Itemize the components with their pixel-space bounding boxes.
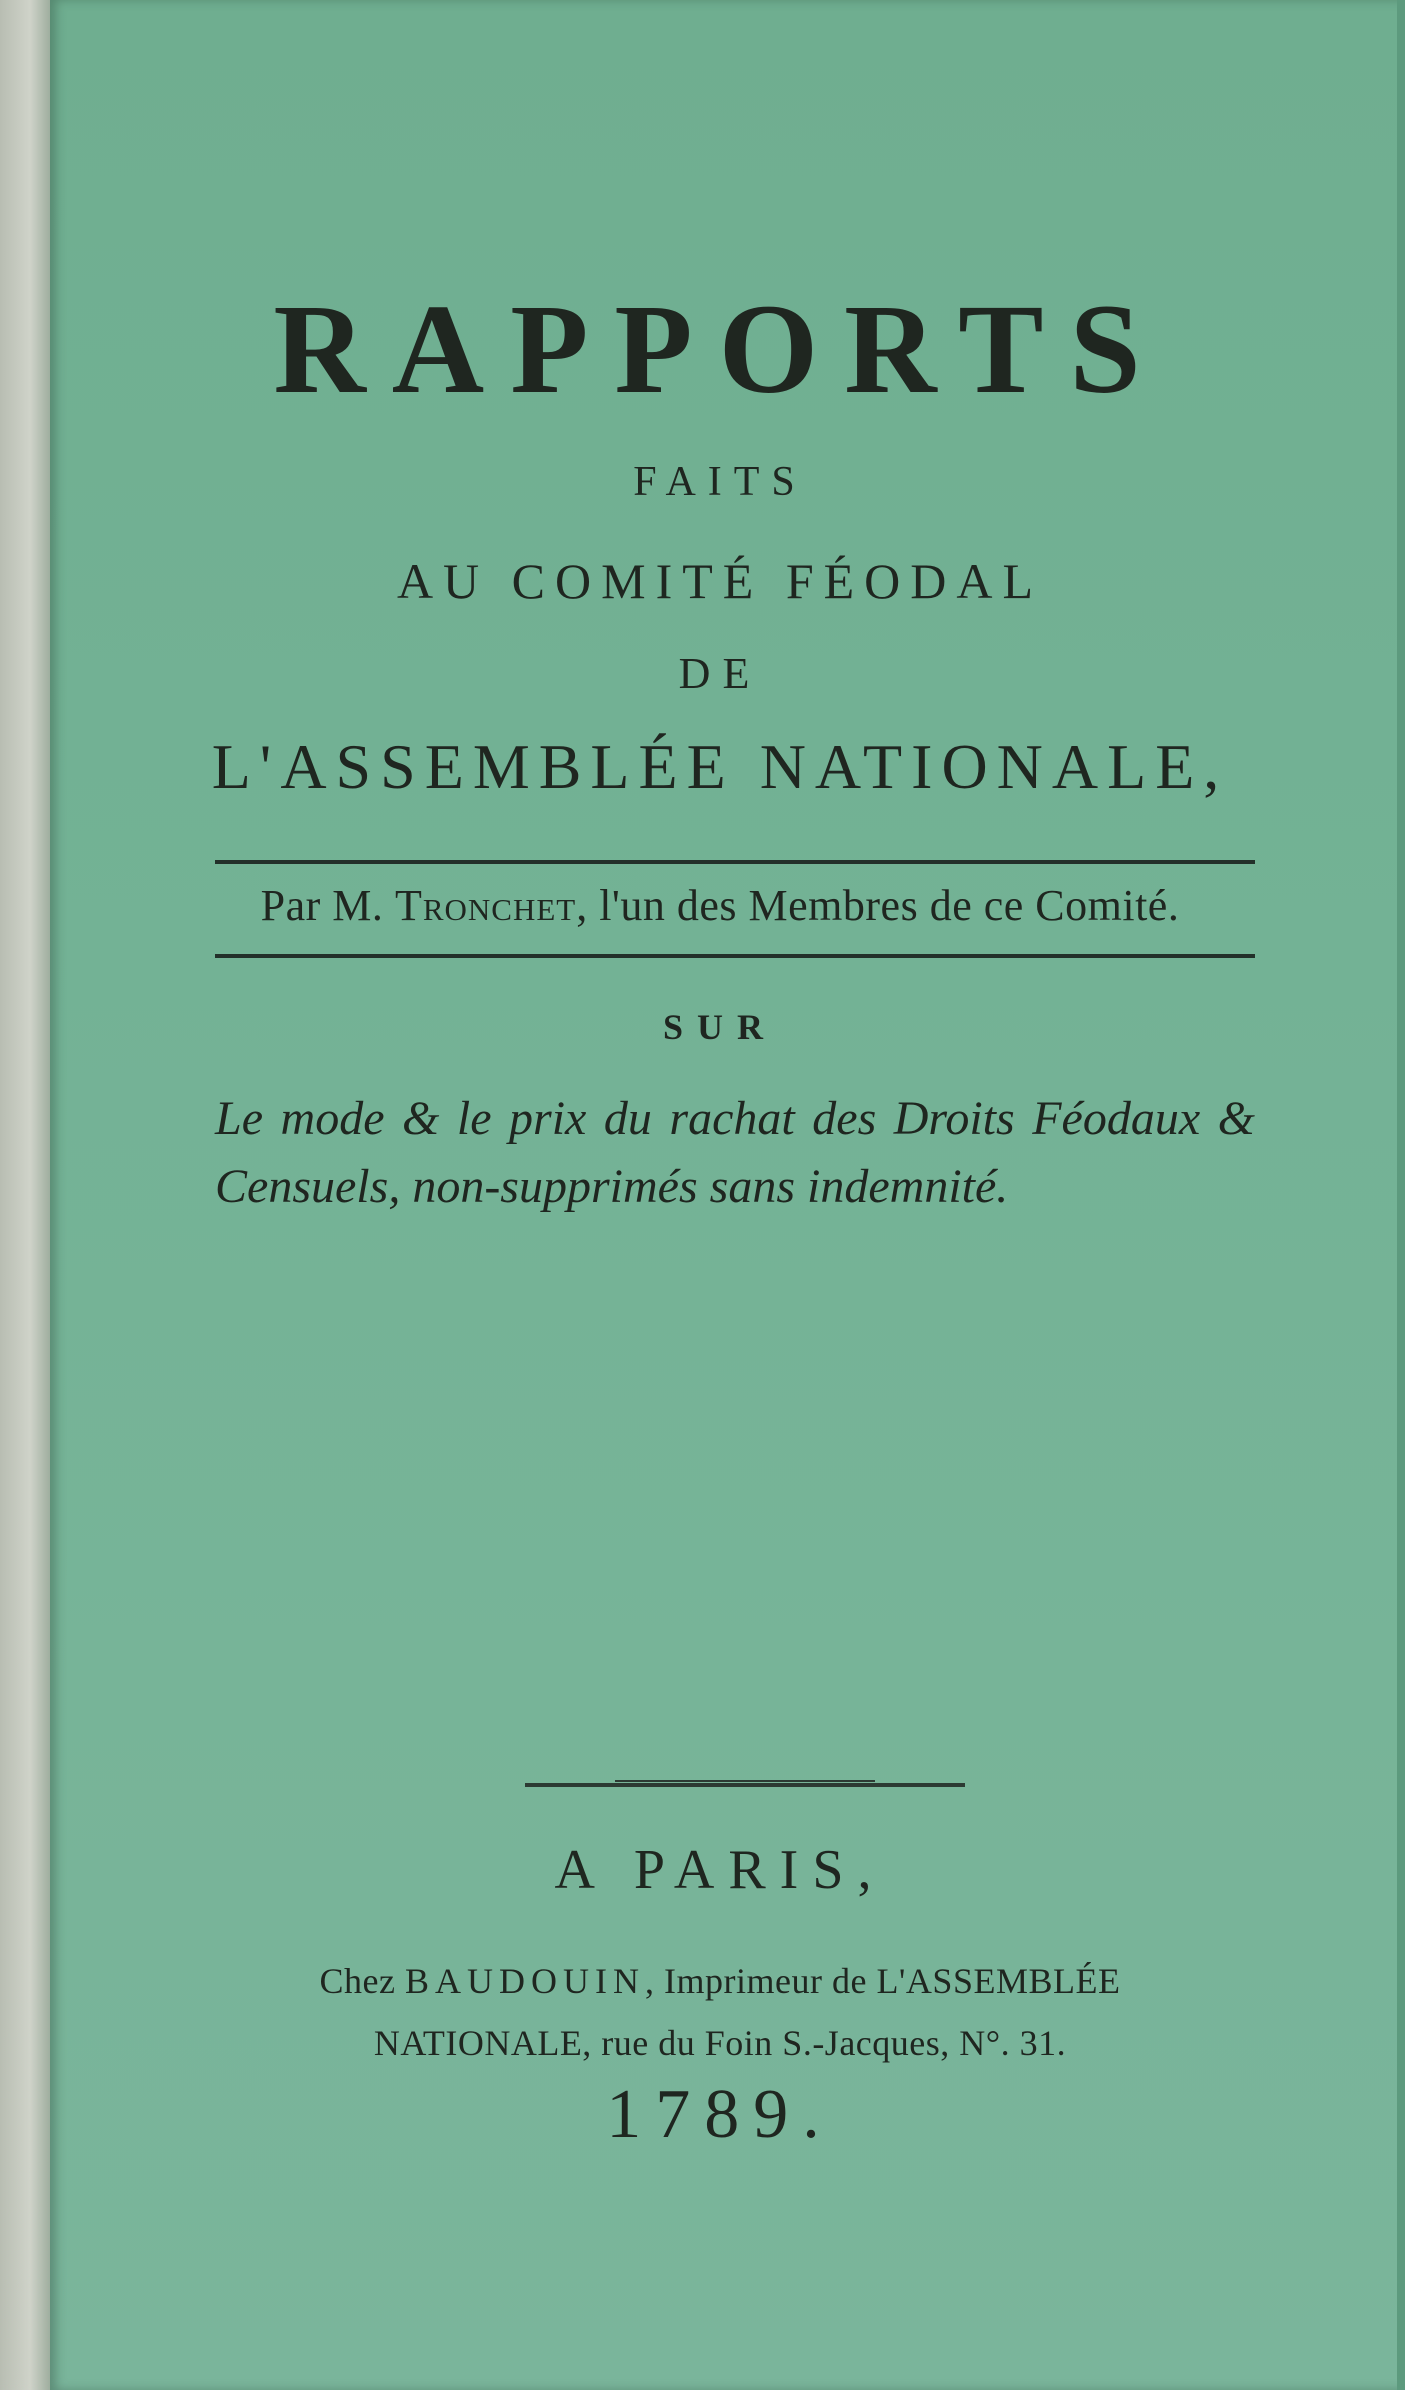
subject-text: Le mode & le prix du rachat des Droits Féodaux & Censuels, non-supprimés sans indemnité. xyxy=(215,1092,1255,1213)
author-suffix: , l'un des Membres de ce Comité. xyxy=(576,881,1180,930)
cover-edge xyxy=(1397,0,1405,2390)
publisher-line-2: NATIONALE, rue du Foin S.-Jacques, N°. 31. xyxy=(373,2023,1067,2063)
divider-rule-top xyxy=(215,860,1255,864)
scan-margin xyxy=(0,0,50,2390)
ornamental-rule xyxy=(525,1783,965,1787)
imprint-year: 1789. xyxy=(606,2076,834,2153)
title-line-faits: FAITS xyxy=(633,459,807,505)
publisher-line1-rest: , Imprimeur de L'ASSEMBLÉE xyxy=(645,1961,1121,2001)
title-line-assemblee: L'ASSEMBLÉE NATIONALE, xyxy=(211,731,1229,802)
author-name: Tronchet xyxy=(394,881,577,930)
imprint-publisher xyxy=(140,1950,1300,2074)
imprint-city: A PARIS, xyxy=(554,1839,886,1901)
publisher-name: BAUDOUIN xyxy=(405,1961,646,2001)
publisher-line-1 xyxy=(140,1950,1300,2012)
title-page xyxy=(140,0,1300,2390)
title-line-comite: AU COMITÉ FÉODAL xyxy=(396,553,1044,609)
sur-heading: SUR xyxy=(662,1007,778,1047)
divider-rule-bottom xyxy=(215,954,1255,958)
document-title: RAPPORTS xyxy=(273,278,1167,420)
title-line-de: DE xyxy=(678,649,762,698)
publisher-prefix: Chez xyxy=(319,1961,406,2001)
author-prefix: Par M. xyxy=(260,881,395,930)
author-line xyxy=(140,880,1300,931)
